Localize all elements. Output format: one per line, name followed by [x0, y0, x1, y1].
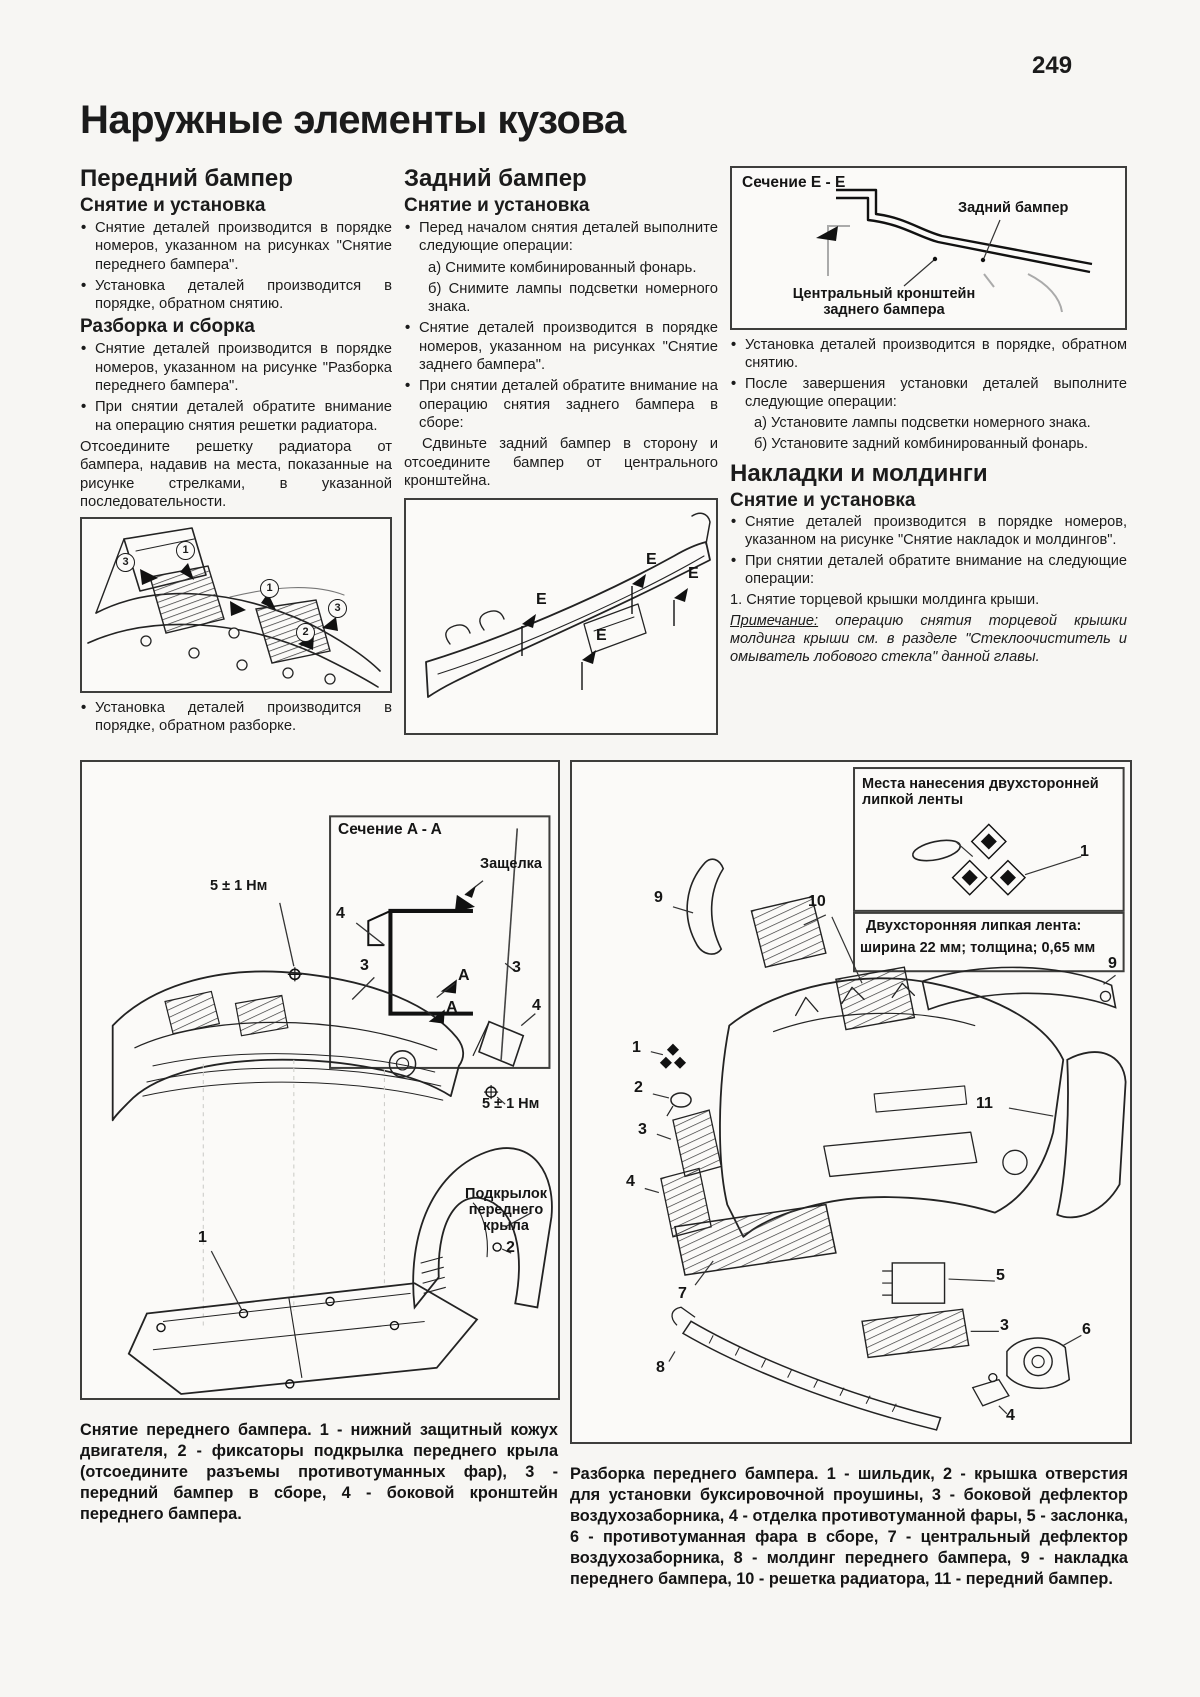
front-bumper-disassembly-subheading: Разборка и сборка: [80, 316, 255, 338]
part-number: 5: [996, 1267, 1005, 1284]
fender-liner-callout: Подкрылок переднего крыла: [465, 1186, 547, 1234]
grille-step-number: 2: [296, 623, 315, 642]
part-number: 7: [678, 1285, 687, 1302]
moldings-step-1: 1. Снятие торцевой крышки молдинга крыши.: [730, 592, 1040, 609]
bullet-item: • При снятии деталей обратите внимание на операцию снятия заднего бампера в сборе:: [404, 377, 718, 432]
rear-bumper-heading: Задний бампер: [404, 165, 587, 192]
section-mark-a: A: [458, 967, 470, 984]
part-number: 8: [656, 1359, 665, 1376]
right-column: [730, 166, 1127, 667]
moldings-note: [730, 613, 1127, 667]
front-bumper-disassembly-list: [80, 340, 392, 434]
figure-rear-bumper-removal: [404, 498, 718, 735]
rear-bumper-paragraph: Сдвиньте задний бампер в сторону и отсоедините бампер от центрального кронштейна.: [404, 436, 718, 489]
part-number: 4: [626, 1173, 635, 1190]
bullet-item: • Установка деталей производится в порядке, обратном разборке.: [80, 699, 392, 736]
part-number: 1: [632, 1039, 641, 1056]
rear-bumper-install-list: [730, 337, 1127, 412]
front-bumper-removal-list: [80, 219, 392, 313]
figure-section-ee: [730, 166, 1127, 330]
part-number: 2: [506, 1239, 515, 1256]
section-aa-title: Сечение A - A: [338, 821, 442, 838]
torque-label: 5 ± 1 Нм: [482, 1096, 540, 1112]
rear-bumper-install-step-a: а) Установите лампы подсветки номерного знака.: [754, 414, 1091, 431]
rear-bumper-removal-subheading: Снятие и установка: [404, 195, 590, 216]
bullet-item: • При снятии деталей обратите внимание на следующие операции:: [730, 553, 1127, 589]
part-number: 4: [532, 997, 541, 1014]
note-label: Примечание:: [730, 612, 819, 629]
part-number: 3: [1000, 1317, 1009, 1334]
bullet-item: • После завершения установки деталей выполните следующие операции:: [730, 376, 1127, 412]
rear-bumper-drawing: [406, 500, 716, 733]
figure-front-bumper-removal: [80, 760, 560, 1400]
part-number: 2: [634, 1079, 643, 1096]
page-title: Наружные элементы кузова: [80, 98, 626, 142]
moldings-heading: Накладки и молдинги: [730, 460, 988, 488]
bullet-item: • Установка деталей производится в порядке, обратном снятию.: [730, 337, 1127, 373]
tape-spec-line-2: ширина 22 мм; толщина; 0,65 мм: [860, 940, 1096, 956]
part-number: 11: [976, 1095, 993, 1112]
figure-front-bumper-disassembly: [570, 760, 1132, 1444]
rear-bumper-section: [404, 166, 718, 735]
bullet-item: • Снятие деталей производится в порядке номеров, указанном на рисунке "Разборка переднего бампера".: [80, 340, 392, 395]
torque-label: 5 ± 1 Нм: [210, 878, 268, 894]
part-number: 4: [1006, 1407, 1015, 1424]
rear-bumper-list-2: [404, 319, 718, 432]
part-number: 1: [1080, 843, 1089, 860]
grille-step-number: 3: [328, 599, 347, 618]
rear-bumper-install-step-b: б) Установите задний комбинированный фонарь.: [754, 435, 1089, 452]
part-number: 10: [808, 893, 826, 910]
part-number: 6: [1082, 1321, 1091, 1338]
rear-bumper-list-1: [404, 219, 718, 256]
bullet-item: • Снятие деталей производится в порядке номеров, указанном на рисунке "Снятие накладок и молдингов".: [730, 514, 1127, 550]
part-number: 3: [360, 957, 369, 974]
front-bumper-section: [80, 166, 392, 739]
front-bumper-disassembly-drawing: [572, 762, 1130, 1442]
grille-step-number: 3: [116, 553, 135, 572]
part-number: 3: [512, 959, 521, 976]
latch-callout: Защелка: [480, 856, 542, 872]
front-bumper-install-list: [80, 699, 392, 736]
section-ee-title: Сечение E - E: [742, 174, 846, 191]
center-bracket-callout: Центральный кронштейн заднего бампера: [792, 286, 976, 318]
part-number: 1: [198, 1229, 207, 1246]
front-bumper-removal-subheading: Снятие и установка: [80, 195, 266, 216]
grille-step-number: 1: [260, 579, 279, 598]
section-mark-e: E: [646, 551, 657, 569]
moldings-subheading: Снятие и установка: [730, 490, 916, 512]
section-mark-a: A: [446, 999, 458, 1016]
part-number: 3: [638, 1121, 647, 1138]
page-number: 249: [1032, 52, 1073, 79]
section-mark-e: E: [596, 627, 607, 645]
tape-spec-line-1: Двухсторонняя липкая лента:: [866, 918, 1082, 934]
rear-bumper-step-b: б) Снимите лампы подсветки номерного знака.: [428, 280, 718, 316]
part-number: 4: [336, 905, 345, 922]
tape-locations-title: Места нанесения двухсторонней липкой ленты: [862, 776, 1099, 808]
bullet-item: • Снятие деталей производится в порядке номеров, указанном на рисунках "Снятие переднего бампера".: [80, 219, 392, 274]
figure-grille-removal: [80, 517, 392, 693]
front-bumper-heading: Передний бампер: [80, 165, 293, 192]
part-number: 9: [654, 889, 663, 906]
bullet-item: • Снятие деталей производится в порядке номеров, указанном на рисунках "Снятие заднего бампера".: [404, 319, 718, 374]
front-bumper-removal-caption: Снятие переднего бампера. 1 - нижний защитный кожух двигателя, 2 - фиксаторы подкрылка переднего крыла (отсоедините разъемы противотуманных фар), 3 - передний бампер в сборе, 4 - боковой кронштейн переднего бампера.: [80, 1421, 558, 1524]
bullet-item: • Установка деталей производится в порядке, обратном снятию.: [80, 277, 392, 314]
note-text: операцию снятия торцевой крышки молдинга крыши см. в разделе "Стеклоочиститель и омыватель лобового стекла" данной главы.: [730, 612, 1127, 665]
rear-bumper-callout: Задний бампер: [958, 200, 1069, 216]
front-bumper-paragraph: Отсоедините решетку радиатора от бампера, надавив на места, показанные на рисунке стрелками, в указанной последовательности.: [80, 438, 392, 510]
section-mark-e: E: [688, 565, 699, 583]
grille-step-number: 1: [176, 541, 195, 560]
part-number: 9: [1108, 955, 1117, 972]
bullet-item: • Перед началом снятия деталей выполните следующие операции:: [404, 219, 718, 256]
section-mark-e: E: [536, 591, 547, 609]
bullet-item: • При снятии деталей обратите внимание на операцию снятия решетки радиатора.: [80, 398, 392, 435]
rear-bumper-step-a: а) Снимите комбинированный фонарь.: [428, 259, 697, 276]
front-bumper-disassembly-caption: Разборка переднего бампера. 1 - шильдик, 2 - крышка отверстия для установки буксировочной проушины, 3 - боковой дефлектор воздухозаборника, 4 - отделка противотуманной фары, 5 - заслонка, 6 - противотуманная фара в сборе, 7 - центральный дефлектор воздухозаборника, 8 - молдинг переднего бампера, 9 - накладка переднего бампера, 10 - решетка радиатора, 11 - передний бампер.: [570, 1465, 1128, 1589]
moldings-list: [730, 514, 1127, 589]
